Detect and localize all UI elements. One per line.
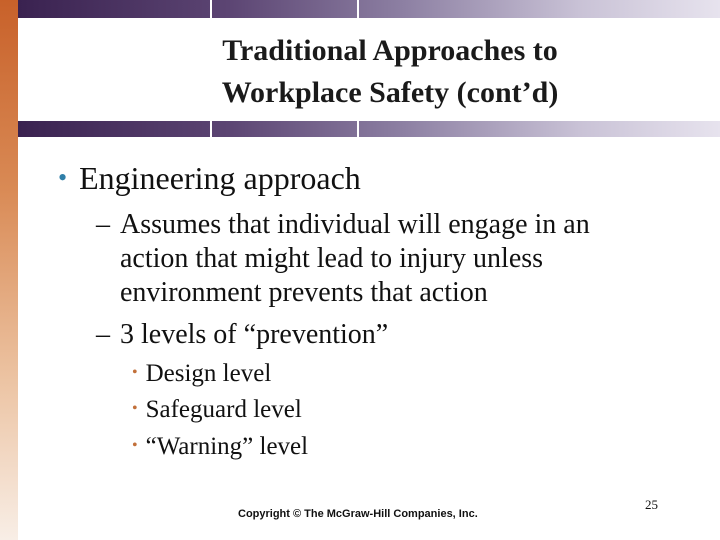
bullet-icon: • (132, 400, 138, 417)
page-number: 25 (645, 497, 658, 512)
sub-bullet-levels (96, 318, 696, 352)
title-line: Workplace Safety (cont’d) (221, 76, 559, 109)
level-text: Safeguard level (145, 396, 302, 423)
slide-title (100, 30, 680, 114)
title-divider-bar (18, 121, 720, 137)
top-bar-divider (210, 0, 212, 18)
left-accent-stripe (0, 0, 18, 540)
divider-bar-segment (357, 121, 359, 137)
level-item-design (132, 360, 271, 388)
level-item-warning (132, 433, 308, 461)
top-decorative-bar (18, 0, 720, 18)
sub-bullet-line: environment prevents that action (120, 277, 488, 308)
level-text: “Warning” level (145, 433, 309, 460)
title-line: Traditional Approaches to (222, 34, 558, 67)
dash-icon: – (96, 209, 110, 240)
sub-bullet-line: 3 levels of “prevention” (120, 319, 389, 350)
divider-bar-segment (210, 121, 212, 137)
level-item-safeguard (132, 396, 302, 424)
sub-bullet-assumes (96, 208, 696, 310)
sub-bullet-line: action that might lead to injury unless (120, 243, 544, 274)
level-text: Design level (145, 360, 272, 387)
bullet-icon: • (58, 163, 68, 192)
bullet-engineering-approach (58, 160, 361, 197)
dash-icon: – (96, 319, 110, 350)
top-bar-divider (357, 0, 359, 18)
bullet-text: Engineering approach (79, 160, 361, 196)
bullet-icon: • (132, 437, 138, 454)
sub-bullet-line: Assumes that individual will engage in an (120, 209, 590, 240)
copyright-notice: Copyright © The McGraw-Hill Companies, Inc. (238, 508, 478, 520)
bullet-icon: • (132, 364, 138, 381)
